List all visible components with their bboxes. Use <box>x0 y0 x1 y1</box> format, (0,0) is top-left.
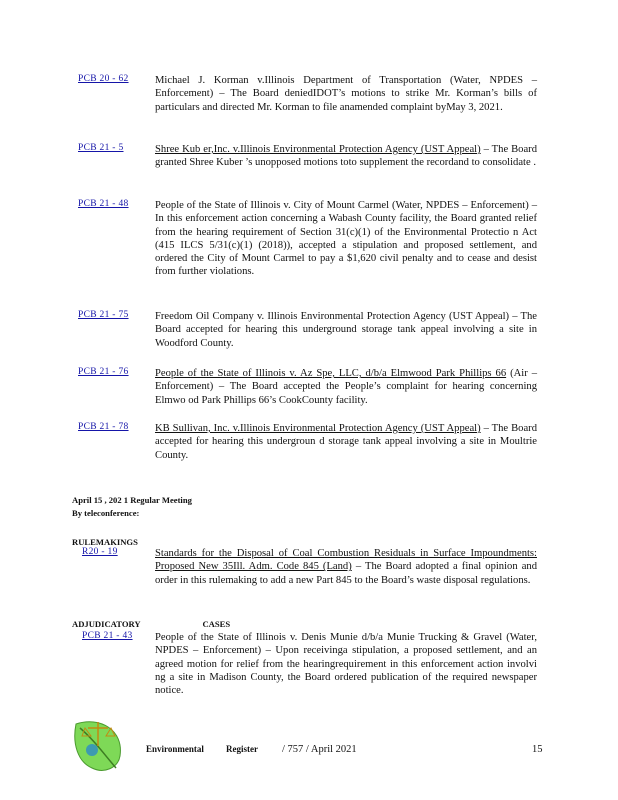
leaf-scales-logo <box>70 716 126 774</box>
meeting-location: By teleconference: <box>72 508 140 518</box>
rulemaking-title: Standards for the Disposal of Coal Combustion Residuals in Surface Impoundments: Proposed New 35Ill. Adm. Code 845 (Land) <box>155 548 537 573</box>
case-summary: People of the State of Illinois v. Denis Munie d/b/a Munie Trucking & Gravel (Water, NPDES – Enforcement) – Upon receivinga stipulation, a proposed settlement, and an agreed motion for relief from the hearingrequirement in this enforcement action involvi ng a site in Madison County, the Board ordered publication of the required newspaper notice. <box>155 632 537 697</box>
rulemaking-link[interactable]: R20 - 19 <box>82 547 118 557</box>
case-summary: Shree Kub er,Inc. v.Illinois Environmental Protection Agency (UST Appeal) – The Board granted Shree Kuber ’s unopposed motions toto supplement the recordand to consolidate . <box>155 144 537 169</box>
footer-register: Register <box>226 744 258 754</box>
case-link[interactable]: PCB 21 - 48 <box>78 199 129 209</box>
case-link[interactable]: PCB 20 - 62 <box>78 74 129 84</box>
rulemakings-heading: RULEMAKINGS <box>72 537 138 547</box>
footer-publication: Environmental <box>146 744 204 754</box>
case-summary: Freedom Oil Company v. Illinois Environmental Protection Agency (UST Appeal) – The Board accepted for hearing this underground storage tank appeal involving a site in Woodford County. <box>155 311 537 349</box>
case-link[interactable]: PCB 21 - 75 <box>78 310 129 320</box>
case-link[interactable]: PCB 21 - 76 <box>78 367 129 377</box>
page-number: 15 <box>532 744 543 755</box>
case-summary: Michael J. Korman v.Illinois Department of Transportation (Water, NPDES – Enforcement) – The Board deniedIDOT’s motions to strike Mr. Korman’s bills of particulars and directed Mr. Korman to file anamended complaint byMay 3, 2021. <box>155 75 537 113</box>
case-summary: People of the State of Illinois v. Az Spe, LLC, d/b/a Elmwood Park Phillips 66 (Air – Enforcement) – The Board accepted the People’s complaint for hearing concerning Elmwo od Park Phillips 66’s CookCounty facility. <box>155 368 537 406</box>
case-summary: KB Sullivan, Inc. v.Illinois Environmental Protection Agency (UST Appeal) – The Board accepted for hearing this undergroun d storage tank appeal involving a site in Moultrie County. <box>155 423 537 461</box>
case-link[interactable]: PCB 21 - 78 <box>78 422 129 432</box>
rulemaking-summary: Standards for the Disposal of Coal Combustion Residuals in Surface Impoundments: Proposed New 35Ill. Adm. Code 845 (Land) – The Board adopted a final opinion and order in this rulemaking to add a new Part 845 to the Board’s waste disposal regulations. <box>155 548 537 586</box>
case-link[interactable]: PCB 21 - 43 <box>82 631 133 641</box>
case-title: Shree Kub er,Inc. v.Illinois Environmental Protection Agency (UST Appeal) <box>155 144 481 155</box>
adjudicatory-heading: ADJUDICATORY CASES <box>72 619 231 629</box>
footer-issue: / 757 / April 2021 <box>282 744 357 755</box>
case-title: People of the State of Illinois v. Az Spe, LLC, d/b/a Elmwood Park Phillips 66 <box>155 368 507 379</box>
case-link[interactable]: PCB 21 - 5 <box>78 143 124 153</box>
case-summary: People of the State of Illinois v. City of Mount Carmel (Water, NPDES – Enforcement) – In this enforcement action concerning a Wabash County facility, the Board granted relief from the hearing requirement of Section 31(c)(1) of the Environmental Protectio n Act (415 ILCS 5/31(c)(1) (2018)), accepted a stipulation and proposed settlement, and ordered the City of Mount Carmel to pay a $1,620 civil penalty and to cease and desist from further violations. <box>155 200 537 278</box>
meeting-heading: April 15 , 202 1 Regular Meeting <box>72 495 192 505</box>
case-title: KB Sullivan, Inc. v.Illinois Environmental Protection Agency (UST Appeal) <box>155 423 481 434</box>
